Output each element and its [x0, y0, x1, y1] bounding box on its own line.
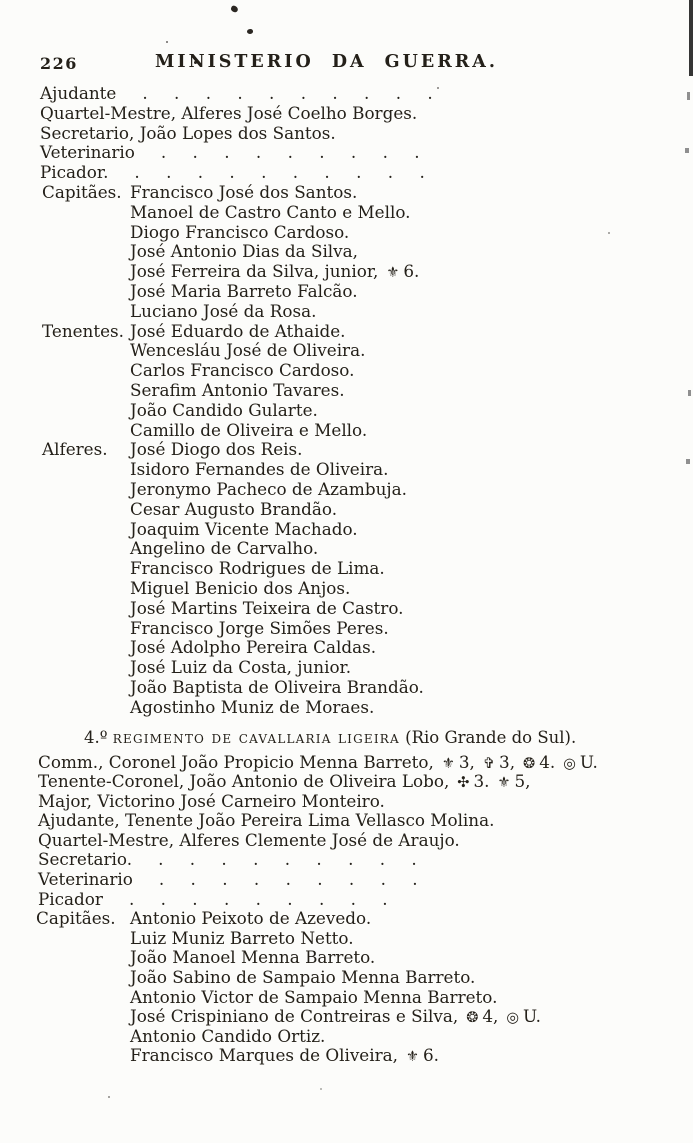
roster-line [0, 1027, 693, 1047]
regiment-4-section [0, 753, 693, 1067]
roster-line [0, 203, 693, 223]
officer-name: Miguel Benicio dos Anjos. [130, 577, 351, 598]
officer-name: Joaquim Vicente Machado. [130, 518, 358, 539]
officer-name: José Adolpho Pereira Caldas. [130, 637, 377, 658]
roster-line [0, 811, 693, 831]
role-label: Ajudante, Tenente João Pereira Lima Vellasco Molina. [38, 810, 495, 831]
role-label: Veterinario [40, 142, 135, 163]
officer-name: Angelino de Carvalho. [130, 538, 319, 559]
officer-name: Wencesláu José de Oliveira. [130, 340, 366, 361]
decoration-grade: U. [579, 751, 598, 772]
regiment-4-officer-list [0, 909, 693, 1066]
ink-speck [108, 1096, 110, 1098]
ink-speck [166, 41, 168, 43]
officer-name: José Luiz da Costa, junior. [130, 657, 352, 678]
regiment-3-staff-list [0, 84, 693, 183]
roster-line [0, 302, 693, 322]
officer-name: Carlos Francisco Cardoso. [130, 360, 355, 381]
officer-name: Antonio Candido Ortiz. [130, 1025, 326, 1046]
roster-line [0, 619, 693, 639]
roster-line [0, 282, 693, 302]
role-label: Quartel-Mestre, Alferes Clemente José de Araujo. [38, 829, 460, 850]
rank-label: Alferes. [42, 439, 108, 460]
roster-line [0, 361, 693, 381]
dotted-leader: . . . . . . . . . [160, 142, 421, 163]
roster-line [0, 183, 693, 203]
officer-name: Luciano José da Rosa. [130, 300, 317, 321]
latin-cross-icon: ✞ [482, 755, 496, 772]
officer-name: Jeronymo Pacheco de Azambuja. [130, 478, 407, 499]
crowned-medal-icon: ⚜ [497, 775, 511, 792]
roster-line [0, 599, 693, 619]
decoration-grade: 3. [473, 771, 490, 792]
officer-name: Luiz Muniz Barreto Netto. [130, 927, 354, 948]
decoration-grade: 4, [482, 1006, 499, 1027]
officer-name: Manoel de Castro Canto e Mello. [130, 201, 411, 222]
crowned-medal-icon: ⚜ [386, 265, 400, 282]
roster-line [0, 381, 693, 401]
roster-line [0, 500, 693, 520]
officer-name: José Ferreira da Silva, junior, [130, 261, 379, 282]
officer-name: Cesar Augusto Brandão. [130, 498, 338, 519]
dotted-leader: . . . . . . . . . . [142, 83, 434, 103]
decoration-grade: 4. [539, 751, 556, 772]
officer-name: Francisco Marques de Oliveira, [130, 1045, 398, 1066]
roster-line [0, 84, 693, 104]
decoration-grade: 5, [514, 771, 531, 792]
officer-name: João Baptista de Oliveira Brandão. [130, 676, 424, 697]
officer-name: José Eduardo de Athaide. [130, 320, 346, 341]
officer-name: José Antonio Dias da Silva, [130, 241, 358, 262]
officer-name: Isidoro Fernandes de Oliveira. [130, 459, 389, 480]
roster-line [0, 968, 693, 988]
roster-line [0, 792, 693, 812]
officer-name: Diogo Francisco Cardoso. [130, 221, 350, 242]
roster-line [0, 772, 693, 792]
ink-speck [247, 29, 253, 34]
officer-name: João Candido Gularte. [130, 399, 318, 420]
roster-line [0, 698, 693, 718]
officer-name: João Sabino de Sampaio Menna Barreto. [130, 967, 476, 988]
role-label: Picador. [40, 162, 109, 183]
ink-speck [320, 1088, 322, 1090]
regiment-location: (Rio Grande do Sul). [405, 727, 577, 747]
roster-line [0, 929, 693, 949]
roster-line [0, 223, 693, 243]
regiment-4-heading [84, 727, 693, 749]
ink-speck [230, 5, 239, 13]
page-content [0, 84, 693, 1066]
decoration-grade: 3, [458, 751, 475, 772]
officer-name: Francisco Jorge Simões Peres. [130, 617, 389, 638]
roster-line [0, 322, 693, 342]
role-label: Tenente-Coronel, João Antonio de Oliveira Lobo, [38, 771, 450, 792]
role-label: Major, Victorino José Carneiro Monteiro. [38, 790, 385, 811]
cross-fleury-icon: ✣ [457, 775, 470, 792]
roster-line [0, 850, 693, 870]
officer-name: José Diogo dos Reis. [130, 439, 303, 460]
roster-line [0, 520, 693, 540]
roster-line [0, 831, 693, 851]
decoration-grade: 6. [422, 1045, 439, 1066]
decoration-grade: 3, [499, 751, 516, 772]
role-label: Veterinario [38, 869, 133, 890]
role-label: Ajudante [40, 83, 117, 103]
roster-line [0, 909, 693, 929]
roster-line [0, 401, 693, 421]
roster-line [0, 1046, 693, 1066]
role-label: Comm., Coronel João Propicio Menna Barreto, [38, 751, 434, 772]
regiment-number: 4.º [84, 727, 108, 747]
officer-name: Antonio Victor de Sampaio Menna Barreto. [130, 986, 498, 1007]
dotted-leader: . . . . . . . . . . [134, 162, 426, 183]
role-label: Secretario. [38, 849, 133, 870]
officer-name: Serafim Antonio Tavares. [130, 379, 345, 400]
officer-name: Antonio Peixoto de Azevedo. [130, 908, 372, 929]
page-header [0, 52, 693, 76]
roster-line [0, 890, 693, 910]
roster-line [0, 341, 693, 361]
rosette-icon: ❂ [466, 1010, 479, 1027]
crowned-medal-icon: ⚜ [405, 1049, 419, 1066]
decoration-grade: 6. [403, 261, 420, 282]
role-label: Secretario, João Lopes dos Santos. [40, 122, 336, 143]
rank-label: Capitães. [36, 908, 116, 929]
officer-name: José Martins Teixeira de Castro. [130, 597, 404, 618]
roster-line [0, 539, 693, 559]
roster-line [0, 242, 693, 262]
page-number: 226 [40, 54, 78, 73]
roster-line [0, 104, 693, 124]
officer-name: Francisco Rodrigues de Lima. [130, 558, 385, 579]
officer-name: José Maria Barreto Falcão. [130, 280, 358, 301]
roster-line [0, 948, 693, 968]
regiment-title: regimento de cavallaria ligeira [112, 727, 400, 747]
regiment-4-staff-list [0, 753, 693, 910]
officer-name: Camillo de Oliveira e Mello. [130, 419, 368, 440]
roster-line [0, 753, 693, 773]
rank-label: Capitães. [42, 181, 122, 202]
role-label: Picador [38, 888, 103, 909]
decoration-grade: U. [523, 1006, 541, 1027]
roster-line [0, 124, 693, 144]
roster-line [0, 559, 693, 579]
roster-line [0, 579, 693, 599]
roster-line [0, 870, 693, 890]
roster-line [0, 460, 693, 480]
rosette-icon: ❂ [523, 755, 536, 772]
roster-line [0, 480, 693, 500]
double-circle-icon: ◎ [563, 755, 576, 772]
officer-name: Agostinho Muniz de Moraes. [130, 696, 375, 717]
roster-line [0, 988, 693, 1008]
roster-line [0, 638, 693, 658]
roster-line [0, 678, 693, 698]
crowned-medal-icon: ⚜ [441, 755, 455, 772]
officer-name: João Manoel Menna Barreto. [130, 947, 376, 968]
roster-line [0, 143, 693, 163]
roster-line [0, 1007, 693, 1027]
dotted-leader: . . . . . . . . . [128, 888, 389, 909]
officer-name: José Crispiniano de Contreiras e Silva, [130, 1006, 459, 1027]
roster-line [0, 440, 693, 460]
regiment-3-officer-list [0, 183, 693, 718]
officer-name: Francisco José dos Santos. [130, 181, 358, 202]
page-title: MINISTERIO DA GUERRA. [155, 52, 498, 72]
rank-label: Tenentes. [42, 320, 124, 341]
dotted-leader: . . . . . . . . . [158, 869, 419, 890]
dotted-leader: . . . . . . . . . [158, 849, 418, 870]
roster-line [0, 658, 693, 678]
double-circle-icon: ◎ [506, 1010, 520, 1027]
role-label: Quartel-Mestre, Alferes José Coelho Borges. [40, 102, 418, 123]
roster-line [0, 163, 693, 183]
roster-line [0, 262, 693, 282]
roster-line [0, 421, 693, 441]
regiment-3-section [0, 84, 693, 718]
